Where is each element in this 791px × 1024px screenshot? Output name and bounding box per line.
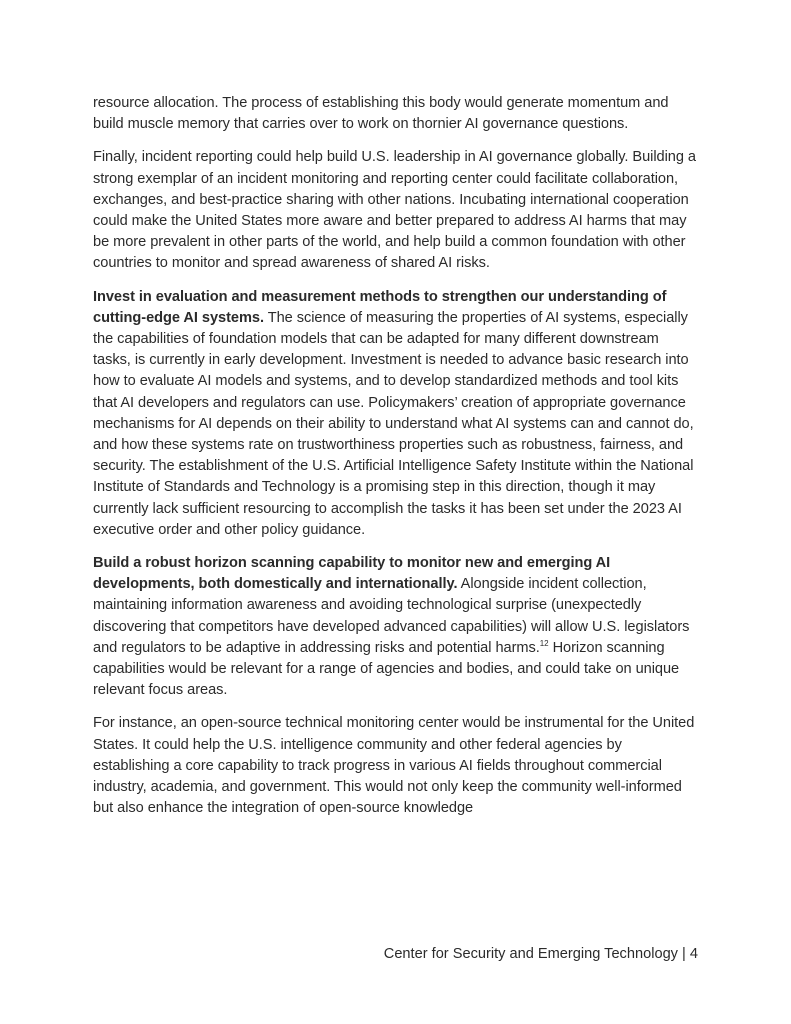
page-footer: Center for Security and Emerging Technology | 4 [383,946,698,962]
paragraph-3 [93,287,699,541]
paragraph-body: The science of measuring the properties of AI systems, especially the capabilities of foundation models that can be adapted for many different downstream tasks, is currently in early development. Investment is needed to advance basic research into how to evaluate AI models and systems, and to develop standardized methods and tool kits that AI developers and regulators can use. Policymakers’ creation of appropriate governance mechanisms for AI depends on their ability to understand what AI systems can and cannot do, and how these systems rate on trustworthiness properties such as robustness, fairness, and security. The establishment of the U.S. Artificial Intelligence Safety Institute within the National Institute of Standards and Technology is a promising step in this direction, though it may currently lack sufficient resourcing to accomplish the tasks it has been set under the 2023 AI executive order and other policy guidance. [93,309,694,538]
paragraph-5 [93,713,699,819]
paragraph-body: Alongside incident collection, maintaining information awareness and avoiding technological surprise (unexpectedly discovering that competitors have developed advanced capabilities) will allow U.S. legislators and regulators to be adaptive in addressing risks and potential harms. [93,576,690,656]
paragraph-4 [93,553,699,701]
paragraph-body: For instance, an open-source technical monitoring center would be instrumental for the United States. It could help the U.S. intelligence community and other federal agencies by establishing a core capability to track progress in various AI fields throughout commercial industry, academia, and government. This would not only keep the community well-informed but also enhance the integration of open-source knowledge [93,715,695,817]
paragraph-lead: Invest in evaluation and measurement methods to strengthen our understanding of cutting-edge AI systems. [93,288,667,326]
paragraph-lead: Build a robust horizon scanning capability to monitor new and emerging AI developments, both domestically and internationally. [93,555,611,593]
footnote-reference[interactable]: 12 [539,639,549,649]
paragraph-tail: Horizon scanning capabilities would be relevant for a range of agencies and bodies, and could take on unique relevant focus areas. [93,639,680,699]
paragraph-body: Finally, incident reporting could help build U.S. leadership in AI governance globally. Building a strong exemplar of an incident monitoring and reporting center could facilitate collaboration, exchanges, and best-practice sharing with other nations. Incubating international cooperation could make the United States more aware and better prepared to address AI harms that may be more prevalent in other parts of the world, and help build a common foundation with other countries to monitor and spread awareness of shared AI risks. [93,149,696,272]
document-body [93,93,699,832]
paragraph-2 [93,147,699,274]
paragraph-body: resource allocation. The process of establishing this body would generate momentum and build muscle memory that carries over to work on thornier AI governance questions. [93,95,669,133]
paragraph-1 [93,93,699,135]
